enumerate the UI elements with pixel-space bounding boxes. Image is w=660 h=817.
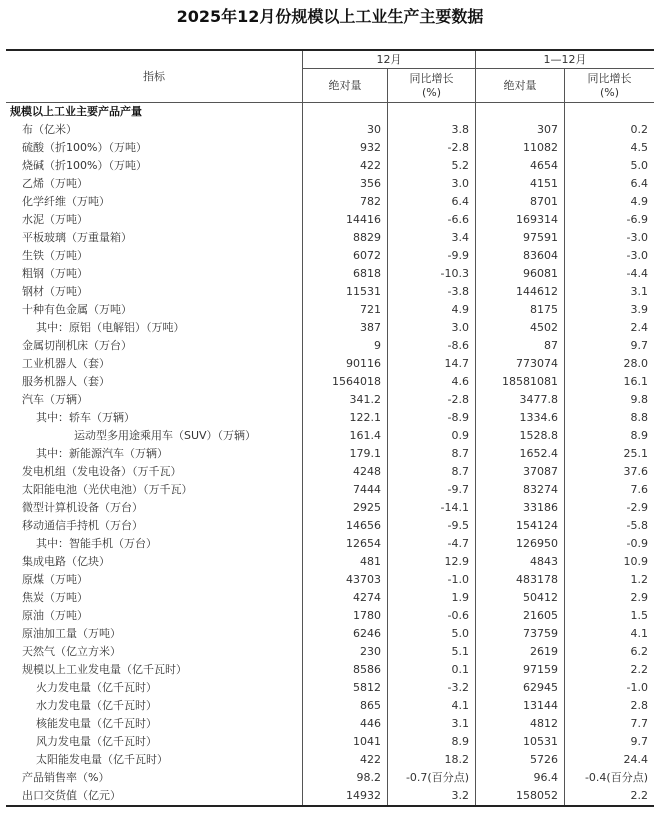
month-yoy: 3.1 xyxy=(388,715,476,733)
ytd-yoy: 8.9 xyxy=(630,429,648,442)
ytd-yoy: -2.9 xyxy=(626,501,648,514)
ytd-yoy: 25.1 xyxy=(623,447,648,460)
ytd-yoy: -6.9 xyxy=(626,213,648,226)
month-absolute: 8586 xyxy=(303,661,388,679)
ytd-absolute: 50412 xyxy=(476,589,565,607)
month-yoy: -2.8 xyxy=(388,391,476,409)
table-row xyxy=(6,265,654,283)
month-yoy: 6.4 xyxy=(388,193,476,211)
table-row xyxy=(6,319,654,337)
month-yoy: 8.9 xyxy=(388,733,476,751)
month-absolute: 1041 xyxy=(303,733,388,751)
table-row xyxy=(6,625,654,643)
ytd-absolute: 144612 xyxy=(476,283,565,301)
ytd-absolute: 158052 xyxy=(476,787,565,805)
table-row xyxy=(6,571,654,589)
indicator-name: 发电机组（发电设备）（万千瓦） xyxy=(6,463,303,481)
month-absolute: 356 xyxy=(303,175,388,193)
ytd-absolute: 8701 xyxy=(476,193,565,211)
month-yoy: 18.2 xyxy=(388,751,476,769)
table-row xyxy=(6,229,654,247)
table-row xyxy=(6,337,654,355)
indicator-name: 太阳能发电量（亿千瓦时） xyxy=(6,751,303,769)
table-row xyxy=(6,517,654,535)
month-yoy: -3.2 xyxy=(388,679,476,697)
indicator-name: 原油（万吨） xyxy=(6,607,303,625)
month-absolute: 5812 xyxy=(303,679,388,697)
month-yoy: -9.5 xyxy=(388,517,476,535)
month-yoy: 12.9 xyxy=(388,553,476,571)
header-indicator: 指标 xyxy=(6,51,303,102)
indicator-name: 其中：原铝（电解铝）（万吨） xyxy=(6,319,303,337)
ytd-absolute: 169314 xyxy=(476,211,565,229)
ytd-yoy: 6.4 xyxy=(630,177,648,190)
month-yoy: -0.6 xyxy=(388,607,476,625)
month-yoy: 0.1 xyxy=(388,661,476,679)
table-row xyxy=(6,427,654,445)
ytd-absolute: 37087 xyxy=(476,463,565,481)
month-absolute: 2925 xyxy=(303,499,388,517)
month-yoy: 0.9 xyxy=(388,427,476,445)
month-absolute: 1780 xyxy=(303,607,388,625)
indicator-name: 微型计算机设备（万台） xyxy=(6,499,303,517)
indicator-name: 其中：轿车（万辆） xyxy=(6,409,303,427)
ytd-yoy: 7.7 xyxy=(630,717,648,730)
ytd-yoy: -0.4(百分点) xyxy=(584,771,648,784)
ytd-absolute: 4843 xyxy=(476,553,565,571)
ytd-yoy: 8.8 xyxy=(630,411,648,424)
ytd-absolute: 4151 xyxy=(476,175,565,193)
indicator-name: 布（亿米） xyxy=(6,121,303,139)
data-table xyxy=(6,49,654,807)
table-row xyxy=(6,373,654,391)
ytd-yoy: 5.0 xyxy=(630,159,648,172)
table-row xyxy=(6,589,654,607)
month-yoy: 8.7 xyxy=(388,445,476,463)
ytd-yoy: -0.9 xyxy=(626,537,648,550)
month-absolute: 721 xyxy=(303,301,388,319)
table-row xyxy=(6,193,654,211)
month-yoy: 14.7 xyxy=(388,355,476,373)
indicator-name: 原煤（万吨） xyxy=(6,571,303,589)
indicator-name: 焦炭（万吨） xyxy=(6,589,303,607)
table-row xyxy=(6,643,654,661)
indicator-name: 粗钢（万吨） xyxy=(6,265,303,283)
table-row xyxy=(6,463,654,481)
indicator-name: 原油加工量（万吨） xyxy=(6,625,303,643)
header-ytd-absolute: 绝对量 xyxy=(476,69,565,102)
ytd-absolute: 83604 xyxy=(476,247,565,265)
table-row xyxy=(6,607,654,625)
month-yoy: 1.9 xyxy=(388,589,476,607)
month-absolute: 43703 xyxy=(303,571,388,589)
indicator-name: 化学纤维（万吨） xyxy=(6,193,303,211)
ytd-yoy: 16.1 xyxy=(623,375,648,388)
month-absolute: 230 xyxy=(303,643,388,661)
header-month-absolute: 绝对量 xyxy=(303,69,388,102)
ytd-absolute: 33186 xyxy=(476,499,565,517)
ytd-yoy: 24.4 xyxy=(623,753,648,766)
month-yoy: -8.6 xyxy=(388,337,476,355)
table-row xyxy=(6,139,654,157)
table-row xyxy=(6,157,654,175)
indicator-name: 平板玻璃（万重量箱） xyxy=(6,229,303,247)
month-absolute: 341.2 xyxy=(303,391,388,409)
month-absolute: 422 xyxy=(303,751,388,769)
indicator-name: 移动通信手持机（万台） xyxy=(6,517,303,535)
ytd-yoy: 2.4 xyxy=(630,321,648,334)
indicator-name: 金属切削机床（万台） xyxy=(6,337,303,355)
indicator-name: 产品销售率（%） xyxy=(6,769,303,787)
ytd-absolute: 97159 xyxy=(476,661,565,679)
indicator-name: 出口交货值（亿元） xyxy=(6,787,303,805)
month-absolute: 422 xyxy=(303,157,388,175)
indicator-name: 钢材（万吨） xyxy=(6,283,303,301)
indicator-name: 工业机器人（套） xyxy=(6,355,303,373)
table-row xyxy=(6,121,654,139)
month-yoy: -6.6 xyxy=(388,211,476,229)
month-yoy: -9.9 xyxy=(388,247,476,265)
ytd-yoy: 3.1 xyxy=(630,285,648,298)
ytd-absolute: 4654 xyxy=(476,157,565,175)
month-absolute: 11531 xyxy=(303,283,388,301)
ytd-absolute: 87 xyxy=(476,337,565,355)
indicator-name: 天然气（亿立方米） xyxy=(6,643,303,661)
month-yoy: 5.2 xyxy=(388,157,476,175)
month-absolute: 865 xyxy=(303,697,388,715)
month-absolute: 8829 xyxy=(303,229,388,247)
ytd-absolute: 1334.6 xyxy=(476,409,565,427)
indicator-name: 核能发电量（亿千瓦时） xyxy=(6,715,303,733)
indicator-name: 水力发电量（亿千瓦时） xyxy=(6,697,303,715)
month-absolute: 179.1 xyxy=(303,445,388,463)
header-group-ytd: 1—12月 xyxy=(476,51,654,69)
ytd-yoy: 2.9 xyxy=(630,591,648,604)
ytd-absolute: 1652.4 xyxy=(476,445,565,463)
ytd-absolute: 97591 xyxy=(476,229,565,247)
ytd-yoy: 6.2 xyxy=(630,645,648,658)
indicator-name: 太阳能电池（光伏电池）（万千瓦） xyxy=(6,481,303,499)
ytd-yoy: -3.0 xyxy=(626,249,648,262)
ytd-absolute: 4502 xyxy=(476,319,565,337)
ytd-yoy: 4.9 xyxy=(630,195,648,208)
table-row xyxy=(6,301,654,319)
month-absolute: 98.2 xyxy=(303,769,388,787)
indicator-name: 生铁（万吨） xyxy=(6,247,303,265)
ytd-absolute: 8175 xyxy=(476,301,565,319)
ytd-absolute: 4812 xyxy=(476,715,565,733)
ytd-yoy: 4.1 xyxy=(630,627,648,640)
ytd-yoy: 2.2 xyxy=(630,789,648,802)
ytd-yoy: 4.5 xyxy=(630,141,648,154)
month-yoy: 3.4 xyxy=(388,229,476,247)
month-absolute: 14656 xyxy=(303,517,388,535)
ytd-yoy: -1.0 xyxy=(626,681,648,694)
ytd-yoy: -3.0 xyxy=(626,231,648,244)
table-header xyxy=(6,51,654,103)
ytd-absolute: 483178 xyxy=(476,571,565,589)
page-title: 2025年12月份规模以上工业生产主要数据 xyxy=(176,7,484,26)
month-yoy: 3.2 xyxy=(388,787,476,805)
ytd-absolute: 21605 xyxy=(476,607,565,625)
table-row xyxy=(6,697,654,715)
indicator-name: 集成电路（亿块） xyxy=(6,553,303,571)
table-row xyxy=(6,787,654,805)
month-absolute: 14416 xyxy=(303,211,388,229)
month-absolute: 446 xyxy=(303,715,388,733)
indicator-name: 汽车（万辆） xyxy=(6,391,303,409)
month-absolute: 387 xyxy=(303,319,388,337)
indicator-name: 其中：智能手机（万台） xyxy=(6,535,303,553)
month-yoy: 4.6 xyxy=(388,373,476,391)
table-row xyxy=(6,283,654,301)
ytd-absolute: 126950 xyxy=(476,535,565,553)
ytd-absolute: 62945 xyxy=(476,679,565,697)
month-yoy: -14.1 xyxy=(388,499,476,517)
month-yoy: -10.3 xyxy=(388,265,476,283)
ytd-yoy: 2.8 xyxy=(630,699,648,712)
table-row xyxy=(6,247,654,265)
table-row xyxy=(6,481,654,499)
indicator-name: 服务机器人（套） xyxy=(6,373,303,391)
ytd-absolute: 10531 xyxy=(476,733,565,751)
ytd-absolute: 13144 xyxy=(476,697,565,715)
ytd-absolute: 154124 xyxy=(476,517,565,535)
ytd-yoy: 1.5 xyxy=(630,609,648,622)
ytd-absolute: 1528.8 xyxy=(476,427,565,445)
table-row xyxy=(6,355,654,373)
month-absolute: 90116 xyxy=(303,355,388,373)
table-row xyxy=(6,175,654,193)
indicator-name: 规模以上工业发电量（亿千瓦时） xyxy=(6,661,303,679)
indicator-name: 乙烯（万吨） xyxy=(6,175,303,193)
ytd-absolute: 307 xyxy=(476,121,565,139)
header-group-month: 12月 xyxy=(303,51,476,69)
ytd-yoy: 2.2 xyxy=(630,663,648,676)
table-row xyxy=(6,733,654,751)
month-absolute: 161.4 xyxy=(303,427,388,445)
indicator-name: 硫酸（折100%）（万吨） xyxy=(6,139,303,157)
month-yoy: -1.0 xyxy=(388,571,476,589)
month-absolute: 1564018 xyxy=(303,373,388,391)
table-row xyxy=(6,391,654,409)
ytd-absolute: 73759 xyxy=(476,625,565,643)
section-header xyxy=(6,103,654,121)
ytd-yoy: 10.9 xyxy=(623,555,648,568)
month-absolute: 4248 xyxy=(303,463,388,481)
ytd-absolute: 5726 xyxy=(476,751,565,769)
ytd-absolute: 11082 xyxy=(476,139,565,157)
table-row xyxy=(6,715,654,733)
indicator-name: 运动型多用途乘用车（SUV）（万辆） xyxy=(6,427,303,445)
ytd-yoy: 9.7 xyxy=(630,735,648,748)
month-absolute: 30 xyxy=(303,121,388,139)
month-yoy: -2.8 xyxy=(388,139,476,157)
ytd-absolute: 96081 xyxy=(476,265,565,283)
table-row xyxy=(6,211,654,229)
month-yoy: -0.7(百分点) xyxy=(388,769,476,787)
month-absolute: 12654 xyxy=(303,535,388,553)
indicator-name: 水泥（万吨） xyxy=(6,211,303,229)
month-yoy: -3.8 xyxy=(388,283,476,301)
month-absolute: 782 xyxy=(303,193,388,211)
ytd-yoy: -4.4 xyxy=(626,267,648,280)
indicator-name: 十种有色金属（万吨） xyxy=(6,301,303,319)
table-row xyxy=(6,553,654,571)
month-yoy: 8.7 xyxy=(388,463,476,481)
table-row xyxy=(6,535,654,553)
month-absolute: 7444 xyxy=(303,481,388,499)
ytd-yoy: 7.6 xyxy=(630,483,648,496)
ytd-absolute: 96.4 xyxy=(476,769,565,787)
ytd-yoy: 9.8 xyxy=(630,393,648,406)
month-absolute: 481 xyxy=(303,553,388,571)
month-yoy: -8.9 xyxy=(388,409,476,427)
table-body xyxy=(6,103,654,805)
month-yoy: 3.8 xyxy=(388,121,476,139)
month-absolute: 4274 xyxy=(303,589,388,607)
table-row xyxy=(6,445,654,463)
month-yoy: 4.9 xyxy=(388,301,476,319)
indicator-name: 其中：新能源汽车（万辆） xyxy=(6,445,303,463)
month-absolute: 14932 xyxy=(303,787,388,805)
month-absolute: 6818 xyxy=(303,265,388,283)
ytd-absolute: 18581081 xyxy=(476,373,565,391)
month-yoy: 5.0 xyxy=(388,625,476,643)
table-row xyxy=(6,661,654,679)
section-title: 规模以上工业主要产品产量 xyxy=(6,103,303,121)
indicator-name: 火力发电量（亿千瓦时） xyxy=(6,679,303,697)
ytd-absolute: 2619 xyxy=(476,643,565,661)
month-yoy: 3.0 xyxy=(388,319,476,337)
month-absolute: 932 xyxy=(303,139,388,157)
month-absolute: 122.1 xyxy=(303,409,388,427)
ytd-yoy: 0.2 xyxy=(630,123,648,136)
month-absolute: 6072 xyxy=(303,247,388,265)
table-row xyxy=(6,751,654,769)
month-absolute: 6246 xyxy=(303,625,388,643)
indicator-name: 风力发电量（亿千瓦时） xyxy=(6,733,303,751)
indicator-name: 烧碱（折100%）（万吨） xyxy=(6,157,303,175)
table-row xyxy=(6,769,654,787)
ytd-absolute: 83274 xyxy=(476,481,565,499)
ytd-absolute: 773074 xyxy=(476,355,565,373)
ytd-absolute: 3477.8 xyxy=(476,391,565,409)
month-yoy: 3.0 xyxy=(388,175,476,193)
table-row xyxy=(6,409,654,427)
table-row xyxy=(6,679,654,697)
month-yoy: 4.1 xyxy=(388,697,476,715)
month-yoy: 5.1 xyxy=(388,643,476,661)
ytd-yoy: 3.9 xyxy=(630,303,648,316)
ytd-yoy: 28.0 xyxy=(623,357,648,370)
header-ytd-yoy: 同比增长 (%) xyxy=(587,71,632,99)
header-month-yoy: 同比增长 (%) xyxy=(388,69,476,102)
month-yoy: -4.7 xyxy=(388,535,476,553)
month-yoy: -9.7 xyxy=(388,481,476,499)
month-absolute: 9 xyxy=(303,337,388,355)
ytd-yoy: 9.7 xyxy=(630,339,648,352)
ytd-yoy: 37.6 xyxy=(623,465,648,478)
table-row xyxy=(6,499,654,517)
ytd-yoy: -5.8 xyxy=(626,519,648,532)
ytd-yoy: 1.2 xyxy=(630,573,648,586)
